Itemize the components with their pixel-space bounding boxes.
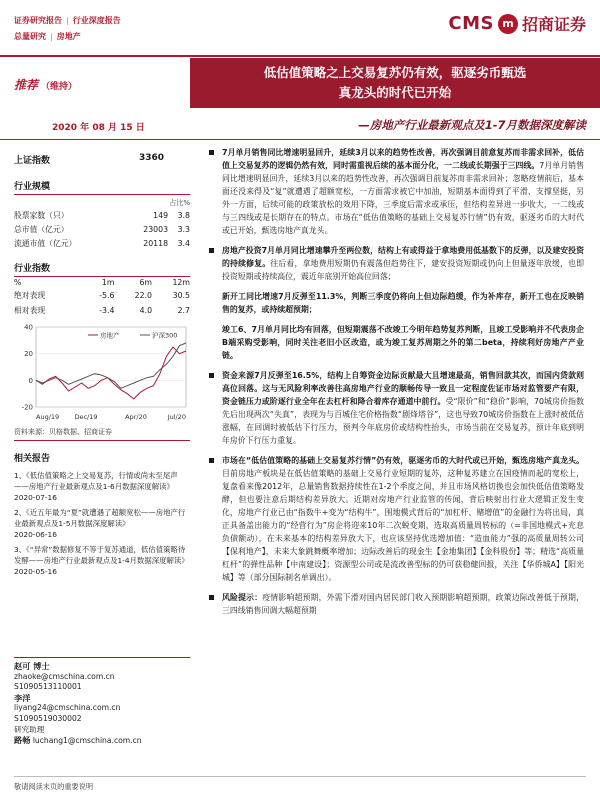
paragraph-lead: 7月单月销售同比增速明显回升，延续3月以来的趋势性改善，再次强调目前意复苏而非需求回补，低估值上交易复苏的逻辑仍然有效，同时需重视后续的基本面分化，一二线或长期强于三四线。 (222, 148, 584, 170)
table-row (14, 303, 190, 317)
index-chart (14, 321, 190, 423)
table-header-row (14, 277, 190, 289)
table-cell: 2.7 (177, 305, 190, 315)
table-cell: 20118 (143, 238, 169, 248)
table-row (14, 222, 190, 236)
analyst-name: 赵可 博士 (14, 661, 50, 671)
industry-size-table (14, 208, 190, 251)
table-header-cell: 1m (101, 278, 115, 288)
x-tick-label: Dec/19 (74, 413, 98, 422)
index-chart-svg (14, 321, 190, 423)
header-divider (0, 55, 600, 57)
y-tick-label: 0 (28, 376, 33, 385)
title-line-1: 低估值策略之上交易复苏仍有效，驱逐劣币甄选 (263, 65, 527, 80)
rating-label: 推荐 (14, 78, 39, 92)
table-cell: 股票家数（只） (14, 210, 69, 220)
table-cell: -5.6 (99, 291, 115, 301)
related-report-text: 2、《近五年最为“夏”就遭遇了超额宽松——房地产行业最新观点及1-5月数据深度解读》 (14, 508, 186, 529)
table-cell: 3.8 (177, 210, 190, 220)
table-header-cell: 6m (139, 278, 153, 288)
paragraph-text: 目前房地产板块是在低估值策略的基础上交易行业短期的复苏，这种复苏建立在国疫情而起的宽松上，复盘看来像2012年，总量销售数据持续性在1-2个季度之间，并且市场风格切换也会加快低估值策略发酵，但也要注意后期结构差异放大。近期对房地产行业监管的传闻，背后映射出行业大逻辑正发生变化，房地产行业已由“指数牛+变为“结构牛”，围地模式背后的“加杠杆、赌增值”的金融行为将出局，真正具备盖出能力的“经营行为”房企将迎来10年二次蜕变期，选取高质量周转标的（=非国地模式+充息负债额动），在未来基本的结构差异放大下，也应该坚持优选增加值：“造血能力”强的高质量周转公司【保利地产】，未来大象跳舞概率增加；边际改善后的现金生【金地集团】【金科股份】等；精选“高质量杠杆”的弹性品种【中南建设】；资源型公司或是流改善型标的仍可获稳健回报，关注【华侨城A】【阳光城】等（部分国际制名单调出）。 (222, 469, 584, 582)
industry-size-unit: 占比% (169, 199, 190, 207)
risk-text: 疫情影响超预期，外需下滑对国内居民部门收入预期影响超预期，政策边际改善低于预期，三四线销售回调大幅超预期 (222, 593, 584, 615)
body-paragraph (222, 454, 584, 584)
report-date: 2020 年 08 月 15 日 (52, 123, 145, 133)
table-row (14, 289, 190, 303)
y-tick-label: -20 (21, 403, 33, 412)
body-paragraph (222, 244, 584, 283)
analyst-id: S1090519030002 (14, 713, 82, 723)
related-title: 相关报告 (14, 454, 51, 465)
related-report[interactable] (14, 507, 190, 540)
index-value: 3360 (138, 153, 164, 163)
body-paragraph (222, 369, 584, 447)
chart-source: 资料来源：贝格数据、招商证券 (14, 427, 190, 441)
x-tick-label: Jul/20 (167, 413, 186, 422)
table-cell: -3.4 (99, 305, 115, 315)
table-cell: 23003 (143, 224, 169, 234)
logo-cn-text: 招商证券 (521, 15, 586, 34)
industry-trend-table (14, 277, 190, 318)
related-report[interactable] (14, 544, 190, 577)
table-cell: 流通市值（亿元） (14, 238, 77, 248)
y-tick-label: 20 (24, 350, 33, 359)
risk-note (222, 591, 584, 617)
cms-logo (448, 12, 586, 35)
related-report-date: 2020-07-16 (14, 493, 57, 503)
rating (14, 76, 77, 93)
series-line-0 (36, 347, 186, 399)
table-cell: 3.3 (177, 224, 190, 234)
paragraph-text: 受“限价”和“稳价”影响，70城房价指数先后出现两次“失真”，表现为与百城住宅价格指数“剧烽塔谷”，这也导致70城房价指数在上涨时被低估涨幅，在回调时被低估下行压力，预判今年底房价或结构性抬头，市场当前在交易复苏，预计年底到明年房价下行压力重复。 (222, 397, 584, 445)
related-report-text: 1、《低估值策略之上交易复苏，行情或尚未至尾声——房地产行业最新观点及1-6月数据深度解读》 (14, 471, 178, 492)
body-paragraph (222, 323, 584, 362)
analyst-name: 路畅 (14, 735, 31, 746)
industry-name: 房地产 (56, 32, 81, 41)
industry-size-title: 行业规模 (14, 175, 190, 195)
analyst-email[interactable]: luchang1@cmschina.com.cn (32, 736, 142, 746)
sidebar (14, 150, 190, 577)
x-tick-label: Apr/20 (125, 413, 147, 422)
paragraph-lead: 竣工6、7月单月同比均有回落，但短期震荡不改竣工今明年趋势复苏判断，且竣工受影响并不代表房企B端采购受影响，同时关注老旧小区改造，或为竣工复苏周期之外的第二beta，持续利好房地产产业链。 (222, 325, 584, 360)
table-cell: 4.0 (139, 305, 153, 315)
table-cell: 总市值（亿元） (14, 224, 69, 234)
paragraph-lead: 新开工同比增速7月反弹至11.3%，判断三季度仍将向上但边际趋缓，作为补库存，新开工也在反映销售的复苏，或持续超预期； (222, 292, 584, 314)
table-cell: 22.0 (134, 291, 153, 301)
related-report-text: 3、《“异常”数据修复不等于复苏通道，低估值策略待发酵——房地产行业最新观点及1-4月数据深度解读》 (14, 545, 189, 566)
table-cell: 绝对表现 (14, 291, 46, 301)
table-header-cell: 12m (172, 278, 190, 288)
table-cell: 30.5 (172, 291, 190, 301)
report-title (190, 58, 600, 108)
index-row (14, 150, 190, 169)
table-cell: 3.4 (177, 238, 190, 248)
paragraph-text: 往后看，拿地费用短期仍有震荡但趋势往下，建安投资短期或仍向上但量逐年放缓，也即投资短期或持续高位，震近年底别开始高位回落； (222, 259, 584, 281)
subtitle-divider (0, 139, 600, 140)
assistant-label: 研究助理 (14, 724, 45, 734)
logo-emblem-icon: m (498, 14, 518, 34)
table-cell: 相对表现 (14, 305, 46, 315)
analyst-name: 李洋 (14, 692, 31, 703)
table-header-cell: % (14, 278, 22, 288)
related-report-date: 2020-06-16 (14, 530, 57, 540)
report-header: 证券研究报告 | 行业深度报告 总量研究 | 房地产 (14, 13, 121, 45)
paragraph-lead: 市场在“低估值策略的基础上交易复苏行情”仍有效，驱逐劣币的大时代或已开始，甄选房地产真龙头。 (222, 456, 584, 465)
index-label: 上证指数 (14, 156, 51, 166)
legend-label: 沪深300 (152, 331, 178, 340)
table-cell: 149 (153, 210, 169, 220)
related-report-date: 2020-05-16 (14, 567, 57, 577)
report-type: 证券研究报告 (14, 16, 62, 25)
legend-label: 房地产 (100, 331, 120, 340)
analyst-id: S1090513110001 (14, 682, 82, 692)
logo-cms-text: CMS (448, 13, 494, 34)
paragraph-lead: 房地产投资7月单月同比增速攀升至两位数，结构上有或得益于拿地费用低基数下的反弹，以及建安投资的持续修复。 (222, 246, 584, 268)
report-subtype: 行业深度报告 (72, 16, 121, 25)
analyst-email[interactable]: zhaoke@cmschina.com.cn (14, 671, 115, 681)
paragraph-lead: 资金来源7月反弹至16.5%，结构上自筹资金边际贡献最大且增速最高，销售回款其次，而国内贷款则高位回落。这与无风险利率改善往高房地产行业的顺畅传导一致且一定程度佐证市场对监管要产有限，资金链压力或阶逐行业全年在去杠杆和降合着库存通道中前行。 (222, 371, 584, 406)
x-tick-label: Aug/19 (36, 413, 60, 422)
analyst-email[interactable]: liyang24@cmschina.com.cn (14, 703, 121, 713)
related-report[interactable] (14, 470, 190, 503)
research-category: 总量研究 (14, 32, 46, 41)
body-paragraph (222, 146, 584, 237)
title-line-2: 真龙头的时代已开始 (338, 85, 452, 100)
footer-note: 敬请阅读末页的重要说明 (14, 782, 94, 791)
risk-label: 风险提示： (222, 593, 263, 602)
rating-note: （维持） (41, 82, 78, 92)
industry-trend-title: 行业指数 (14, 257, 190, 277)
analyst-block (14, 657, 190, 747)
table-row (14, 236, 190, 250)
report-subtitle: —房地产行业最新观点及1-7月数据深度解读 (358, 118, 586, 132)
table-row (14, 208, 190, 222)
report-body (222, 146, 584, 624)
footer-divider (14, 776, 586, 777)
y-tick-label: 40 (24, 323, 33, 332)
body-paragraph (222, 290, 584, 316)
paragraph-text: 7月单月销售同比增速明显回升，延续3月以来的趋势性改善，再次强调目前复苏而非需求回补；忽略疫情前后，基本面还没来得及“复”就遭遇了超额宽松，一方面需求被它中加油，短期基本面得到了平滑、支撑坚挺，另外一方面，后续可能的政策放松的效用下降，三季度后需求或承压，但结构差异进一步收大，一二线或与三四线或是长期存在的特点。市场在“低估值策略的基础上交易复苏行情”仍有效，驱逐劣币的大时代或已开始，甄选房地产真龙头。 (222, 161, 584, 235)
